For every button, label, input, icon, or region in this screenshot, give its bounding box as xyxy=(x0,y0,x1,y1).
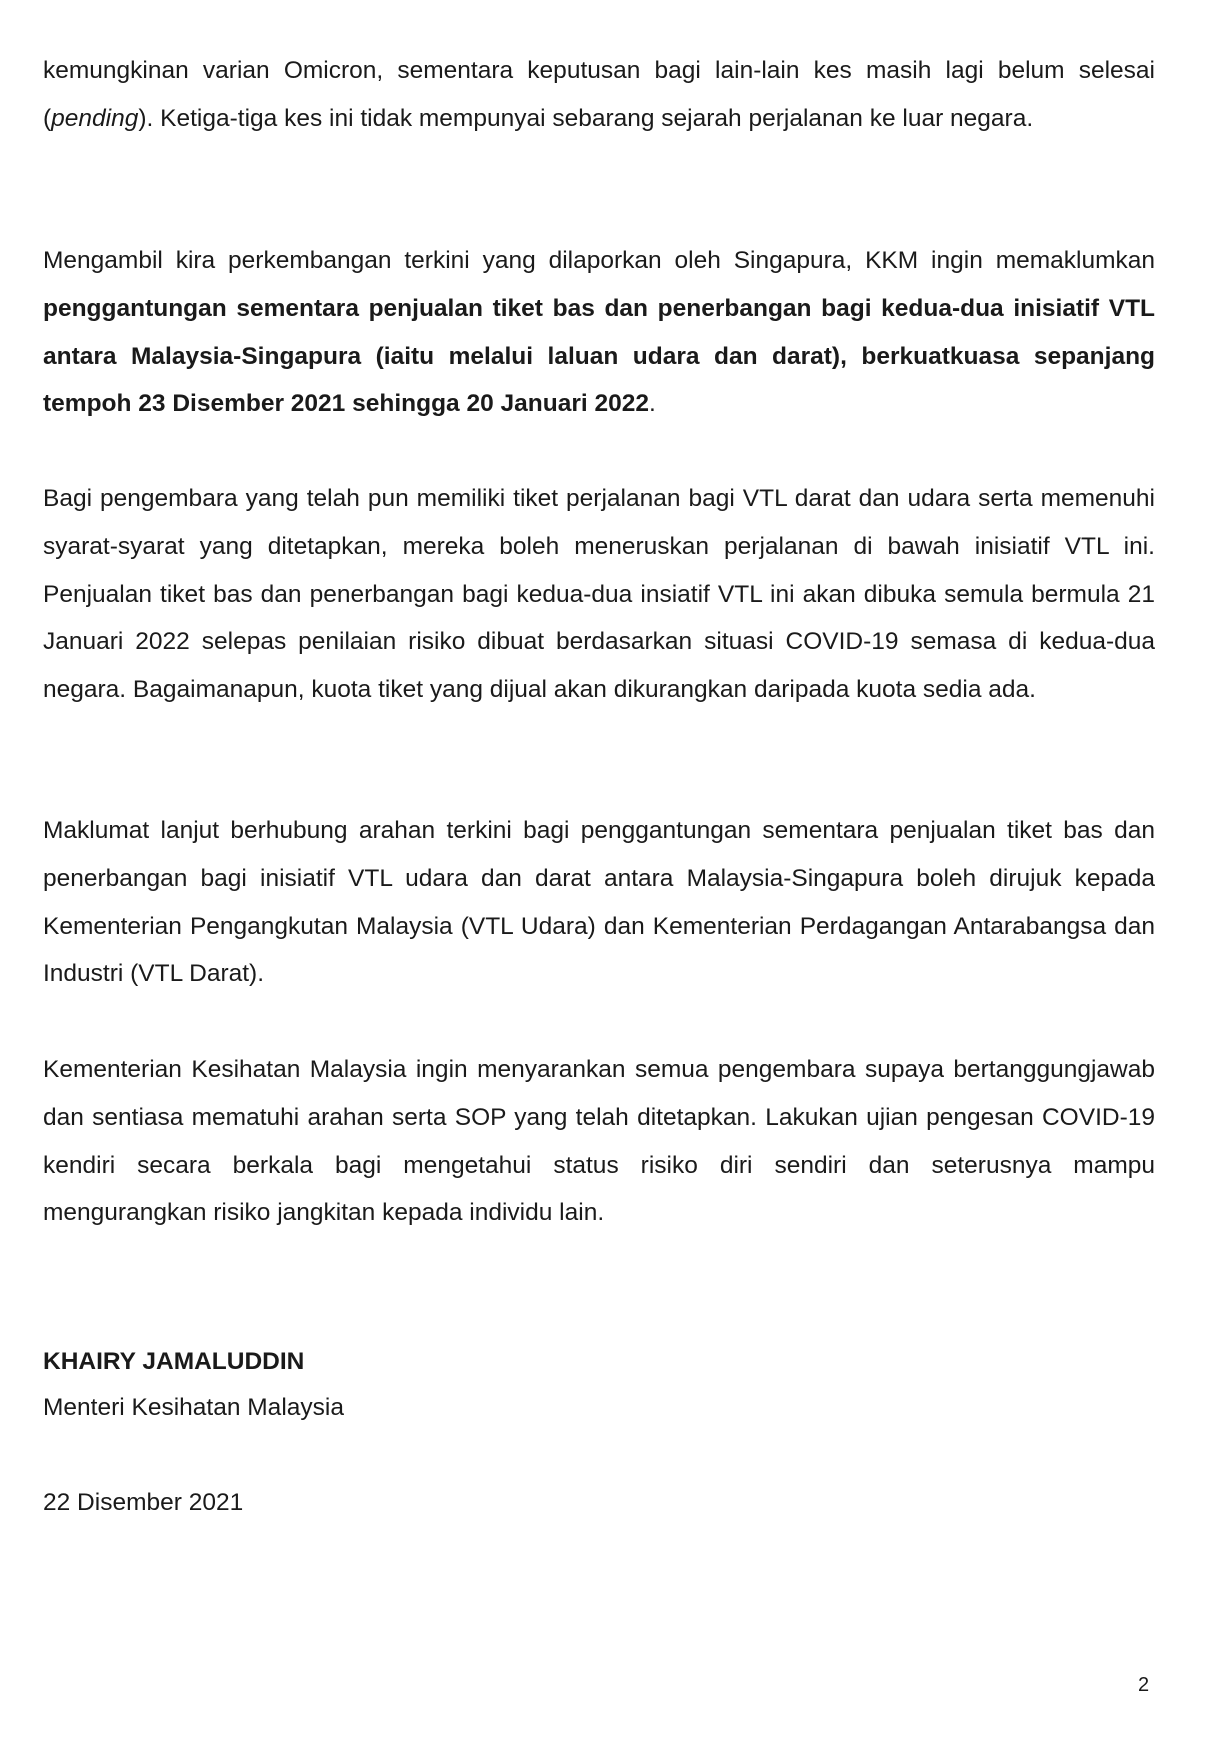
signatory-title: Menteri Kesihatan Malaysia xyxy=(43,1394,344,1421)
paragraph-further-information xyxy=(43,807,1155,998)
text-segment: Mengambil kira perkembangan terkini yang dilaporkan oleh Singapura, KKM ingin memaklumkan xyxy=(43,247,1155,274)
bold-suspension-notice: penggantungan sementara penjualan tiket bas dan penerbangan bagi kedua-dua inisiatif VTL antara Malaysia-Singapura (iaitu melalui laluan udara dan darat), berkuatkuasa sepanjang tempoh 23 Disember 2021 sehingga 20 Januari 2022 xyxy=(43,294,1155,418)
page-number: 2 xyxy=(1138,1674,1150,1696)
italic-term-pending: pending xyxy=(51,104,139,132)
text-segment: kemungkinan varian Omicron, sementara keputusan bagi lain-lain kes masih lagi belum selesai ( xyxy=(43,57,1155,132)
text-segment: ). Ketiga-tiga kes ini tidak mempunyai sebarang sejarah perjalanan ke luar negara. xyxy=(138,104,1034,132)
text-segment: Bagi pengembara yang telah pun memiliki tiket perjalanan bagi VTL darat dan udara serta memenuhi syarat-syarat yang ditetapkan, mereka boleh meneruskan perjalanan di bawah inisiatif VTL ini. Penjualan tiket bas dan penerbangan bagi kedua-dua insiatif VTL ini akan dibuka semula bermula 21 Januari 2022 selepas penilaian risiko dibuat berdasarkan situasi COVID-19 semasa di kedua-dua negara. Bagaimanapun, kuota tiket yang dijual akan dikurangkan daripada kuota sedia ada. xyxy=(43,485,1155,704)
text-segment: . xyxy=(648,390,656,418)
paragraph-vtl-suspension xyxy=(43,237,1155,428)
text-segment: Maklumat lanjut berhubung arahan terkini bagi penggantungan sementara penjualan tiket bas dan penerbangan bagi inisiatif VTL udara dan darat antara Malaysia-Singapura boleh dirujuk kepada Kementerian Pengangkutan Malaysia (VTL Udara) dan Kementerian Perdagangan Antarabangsa dan Industri (VTL Darat). xyxy=(43,817,1155,988)
document-date: 22 Disember 2021 xyxy=(43,1489,244,1516)
signatory-name: KHAIRY JAMALUDDIN xyxy=(43,1348,305,1375)
paragraph-omicron-cases xyxy=(43,47,1155,143)
paragraph-advice xyxy=(43,1046,1155,1237)
paragraph-existing-travellers xyxy=(43,475,1155,714)
text-segment: Kementerian Kesihatan Malaysia ingin menyarankan semua pengembara supaya bertanggungjawab dan sentiasa mematuhi arahan serta SOP yang telah ditetapkan. Lakukan ujian pengesan COVID-19 kendiri secara berkala bagi mengetahui status risiko diri sendiri dan seterusnya mampu mengurangkan risiko jangkitan kepada individu lain. xyxy=(43,1056,1155,1227)
